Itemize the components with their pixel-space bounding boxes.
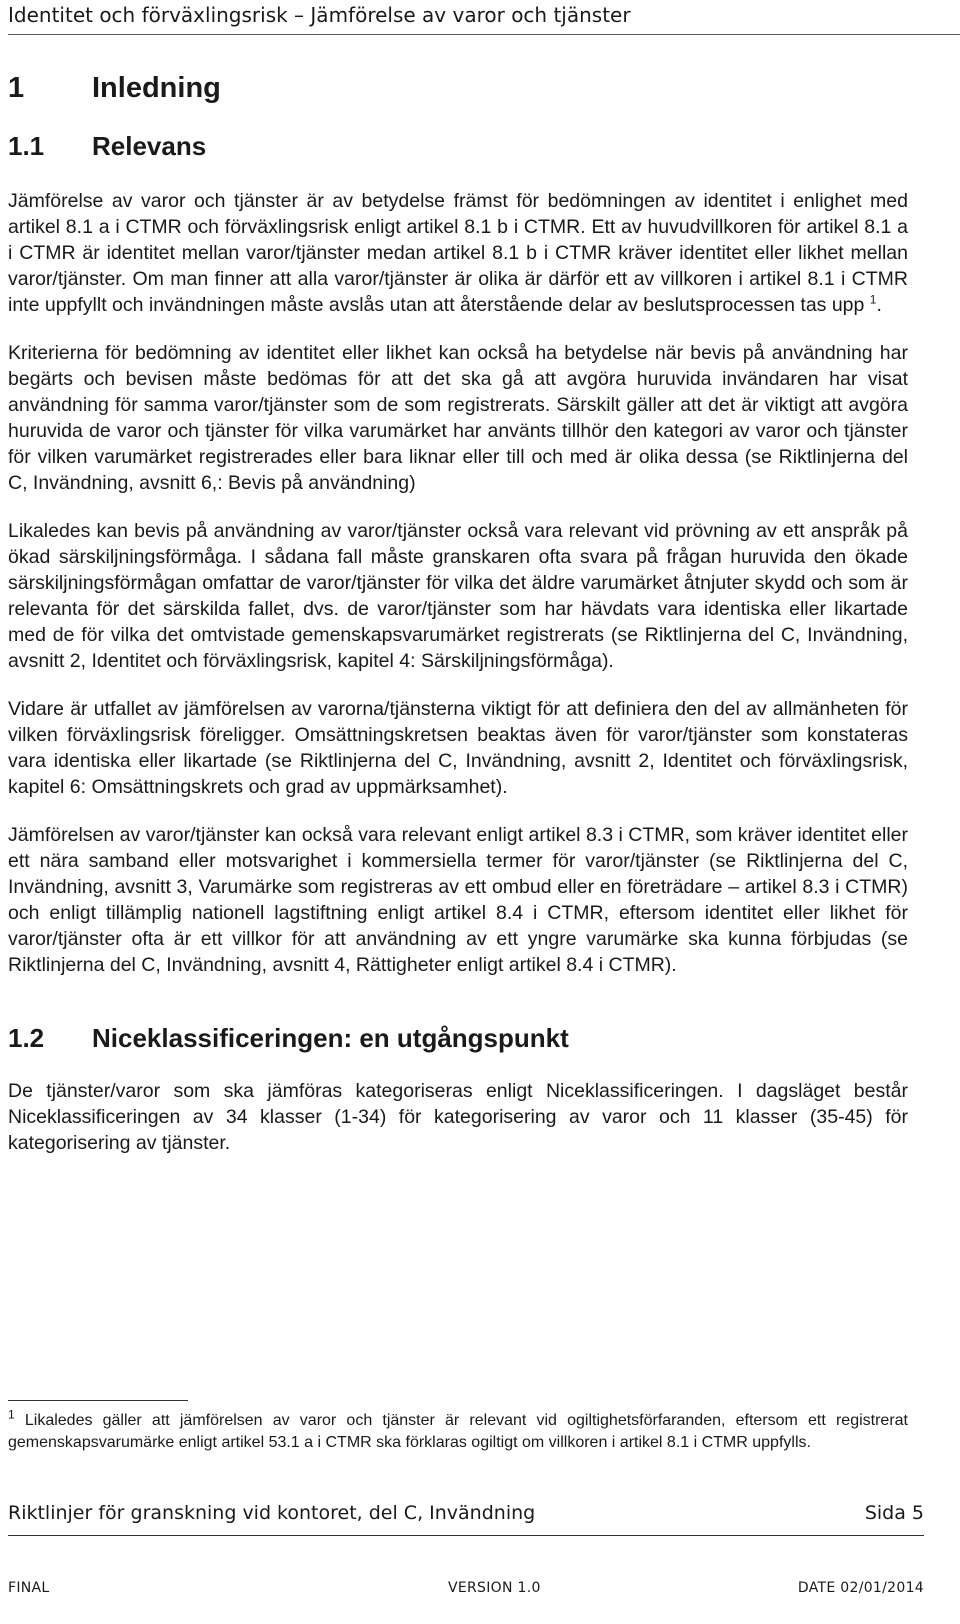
footer-title: Riktlinjer för granskning vid kontoret, del C, Invändning	[8, 1502, 536, 1524]
section-heading-1	[8, 68, 908, 108]
header-rule	[8, 34, 960, 35]
section-title: Inledning	[92, 72, 221, 104]
section-title: Niceklassificeringen: en utgångspunkt	[92, 1023, 569, 1053]
paragraph-relevans-1: Jämförelse av varor och tjänster är av betydelse främst för bedömningen av identitet i enlighet med artikel 8.1 a i CTMR och förväxlingsrisk enligt artikel 8.1 b i CTMR. Ett av huvudvillkoren för artikel 8.1 a i CTMR är identitet mellan varor/tjänster medan artikel 8.1 b i CTMR kräver identitet eller likhet mellan varor/tjänster. Om man finner att alla varor/tjänster är olika är därför ett av villkoren i artikel 8.1 i CTMR inte uppfyllt och invändningen måste avslås utan att återstående delar av beslutsprocessen tas upp $^1$.	[8, 190, 908, 316]
running-header-title: Identitet och förväxlingsrisk – Jämförelse av varor och tjänster	[8, 3, 631, 27]
section-heading-1-2	[8, 1020, 908, 1056]
paragraph-relevans-3: Likaledes kan bevis på användning av varor/tjänster också vara relevant vid prövning av ett anspråk på ökad särskiljningsförmåga. I sådana fall måste granskaren ofta svara på frågan huruvida den ökade särskiljningsförmågan omfattar de varor/tjänster för vilka det äldre varumärket åtnjuter skydd och som är relevanta för det särskilda fallet, dvs. de varor/tjänster som har hävdats vara identiska eller likartade med de för vilka det omtvistade gemenskapsvarumärket registrerats (se Riktlinjerna del C, Invändning, avsnitt 2, Identitet och förväxlingsrisk, kapitel 4: Särskiljningsförmåga).	[8, 520, 908, 672]
footer-version: VERSION 1.0	[448, 1580, 541, 1596]
paragraph-nice-1: De tjänster/varor som ska jämföras kategoriseras enligt Niceklassificeringen. I dagsläget består Niceklassificeringen av 34 klasser (1-34) för kategorisering av varor och 11 klasser (35-45) för kategorisering av tjänster.	[8, 1080, 908, 1154]
footer-page-number: Sida 5	[864, 1502, 924, 1524]
footnote-text: Likaledes gäller att jämförelsen av varor och tjänster är relevant vid ogiltighetsförfaranden, eftersom ett registrerat gemenskapsvarumärke enligt artikel 53.1 a i CTMR ska förklaras ogiltigt om villkoren i artikel 8.1 i CTMR uppfylls.	[8, 1412, 908, 1451]
footnote-marker: 1	[8, 1407, 15, 1422]
footer-rule	[8, 1535, 924, 1536]
section-number: 1.1	[8, 131, 45, 161]
footnote-reference[interactable]: 1	[869, 292, 877, 307]
paragraph-relevans-5: Jämförelsen av varor/tjänster kan också vara relevant enligt artikel 8.3 i CTMR, som kräver identitet eller ett nära samband eller motsvarighet i kommersiella termer för varor/tjänster (se Riktlinjerna del C, Invändning, avsnitt 3, Varumärke som registreras av ett ombud eller en företrädare – artikel 8.3 i CTMR) och enligt tillämplig nationell lagstiftning enligt artikel 8.4 i CTMR, eftersom identitet eller likhet för varor/tjänster ofta är ett villkor för att användning av ett yngre varumärke ska kunna förbjudas (se Riktlinjerna del C, Invändning, avsnitt 4, Rättigheter enligt artikel 8.4 i CTMR).	[8, 824, 908, 976]
section-number: 1	[8, 72, 25, 104]
footer-date: DATE 02/01/2014	[797, 1580, 924, 1596]
paragraph-relevans-2: Kriterierna för bedömning av identitet eller likhet kan också ha betydelse när bevis på användning har begärts och bevisen måste bedömas för att det ska gå att avgöra huruvida invändaren har visat användning för samma varor/tjänster som de som registrerats. Särskilt gäller att det är viktigt att avgöra huruvida de varor och tjänster för vilka varumärket har använts tillhör den kategori av varor och tjänster för vilken varumärket registrerades eller bara liknar eller till och med är olika dessa (se Riktlinjerna del C, Invändning, avsnitt 6,: Bevis på användning)	[8, 342, 908, 494]
footer-status: FINAL	[8, 1580, 50, 1596]
paragraph-relevans-4: Vidare är utfallet av jämförelsen av varorna/tjänsterna viktigt för att definiera den del av allmänheten för vilken förväxlingsrisk föreligger. Omsättningskretsen beaktas även för varor/tjänster som konstateras vara identiska eller likartade (se Riktlinjerna del C, Invändning, avsnitt 2, Identitet och förväxlingsrisk, kapitel 6: Omsättningskrets och grad av uppmärksamhet).	[8, 698, 908, 798]
section-title: Relevans	[92, 131, 207, 161]
section-heading-1-1	[8, 128, 908, 164]
footnote	[8, 1407, 908, 1454]
page-content	[8, 64, 908, 1178]
section-number: 1.2	[8, 1023, 45, 1053]
footnote-rule	[8, 1400, 188, 1401]
